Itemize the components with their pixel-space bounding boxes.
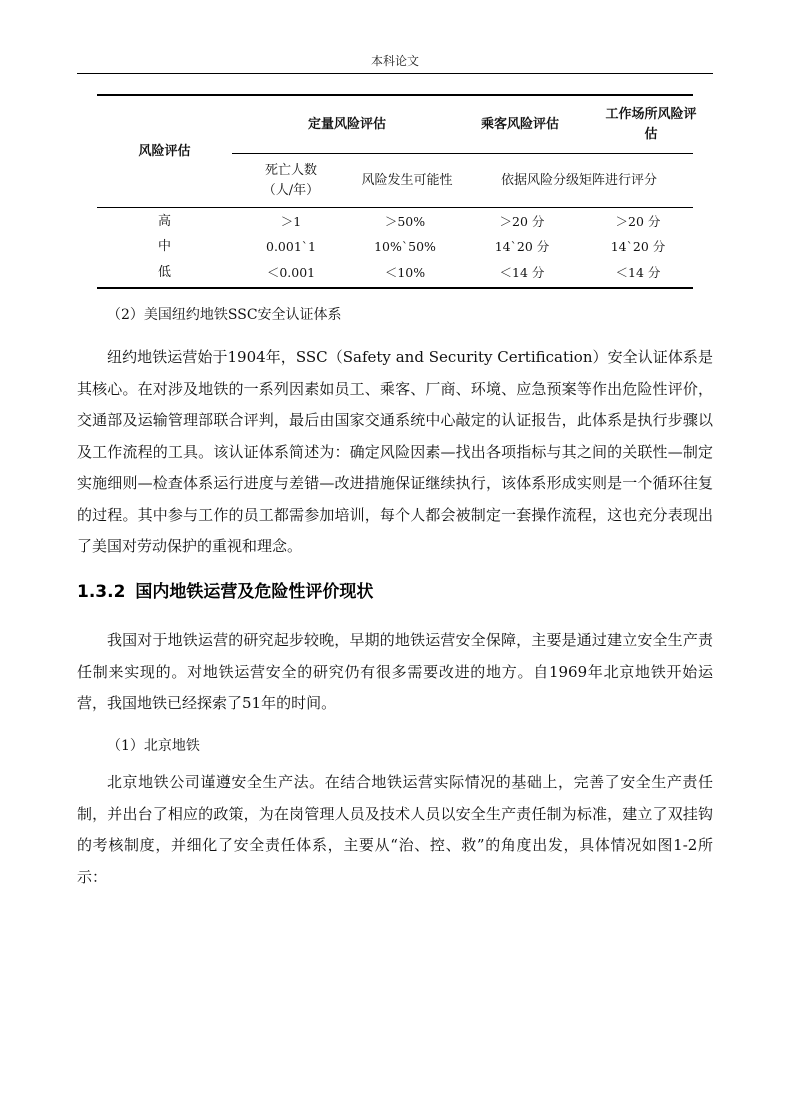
- section-title: 国内地铁运营及危险性评价现状: [135, 582, 374, 602]
- table-bottom-rule: [97, 287, 693, 289]
- table-row-deaths: 0.001`1: [266, 239, 316, 254]
- list-item-ssc: （2）美国纽约地铁SSC安全认证体系: [107, 307, 342, 323]
- matrix-subheader-cell: 依据风险分级矩阵进行评分: [500, 173, 657, 188]
- table-row-workplace: 14`20 分: [610, 239, 666, 254]
- deaths-subheader-cell: 死亡人数（人/年）: [262, 163, 320, 198]
- table-row-probability: ＜10%: [384, 265, 426, 280]
- table-row-level: 低: [157, 265, 171, 280]
- workplace-header-cell: 工作场所风险评估: [605, 107, 697, 142]
- table-header-divider: [232, 153, 693, 154]
- probability-subheader-cell: 风险发生可能性: [361, 173, 453, 188]
- passenger-header-cell: 乘客风险评估: [480, 117, 559, 132]
- table-row-passenger: ＜14 分: [499, 265, 545, 280]
- table-row-deaths: ＜0.001: [266, 265, 316, 280]
- running-header: 本科论文: [370, 54, 419, 68]
- table-row-probability: 10%`50%: [374, 239, 436, 254]
- table-row-passenger: 14`20 分: [494, 239, 550, 254]
- table-row-workplace: ＜14 分: [615, 265, 661, 280]
- table-header-bottom-rule: [97, 207, 693, 208]
- table-row-workplace: ＞20 分: [615, 214, 661, 229]
- section-number: 1.3.2: [77, 582, 126, 602]
- paragraph-domestic: 我国对于地铁运营的研究起步较晚，早期的地铁运营安全保障，主要是通过建立安全生产责任制来实现的。对地铁运营安全的研究仍有很多需要改进的地方。自1969年北京地铁开始运营，我国地铁已经探索了51年的时间。: [77, 631, 713, 712]
- table-row-passenger: ＞20 分: [499, 214, 545, 229]
- row-header-cell: 风险评估: [138, 144, 191, 159]
- table-row-level: 高: [157, 214, 171, 229]
- paragraph-beijing: 北京地铁公司谨遵安全生产法。在结合地铁运营实际情况的基础上，完善了安全生产责任制，并出台了相应的政策，为在岗管理人员及技术人员以安全生产责任制为标准，建立了双挂钩的考核制度，并细化了安全责任体系，主要从“治、控、救”的角度出发，具体情况如图1-2所示：: [77, 773, 713, 886]
- table-top-rule: [97, 94, 693, 96]
- paragraph-ssc: 纽约地铁运营始于1904年，SSC（Safety and Security Certification）安全认证体系是其核心。在对涉及地铁的一系列因素如员工、乘客、厂商、环境、应急预案等作出危险性评价，交通部及运输管理部联合评判，最后由国家交通系统中心敲定的认证报告，此体系是执行步骤以及工作流程的工具。该认证体系简述为：确定风险因素—找出各项指标与其之间的关联性—制定实施细则—检查体系运行进度与差错—改进措施保证继续执行，该体系形成实则是一个循环往复的过程。其中参与工作的员工都需参加培训，每个人都会被制定一套操作流程，这也充分表现出了美国对劳动保护的重视和理念。: [77, 348, 713, 555]
- table-row-deaths: ＞1: [280, 214, 302, 229]
- table-row-level: 中: [157, 239, 171, 254]
- quantitative-header-cell: 定量风险评估: [307, 117, 386, 132]
- header-rule: [77, 73, 713, 74]
- list-item-beijing: （1）北京地铁: [107, 738, 200, 754]
- section-heading: [77, 580, 373, 604]
- table-row-probability: ＞50%: [384, 214, 426, 229]
